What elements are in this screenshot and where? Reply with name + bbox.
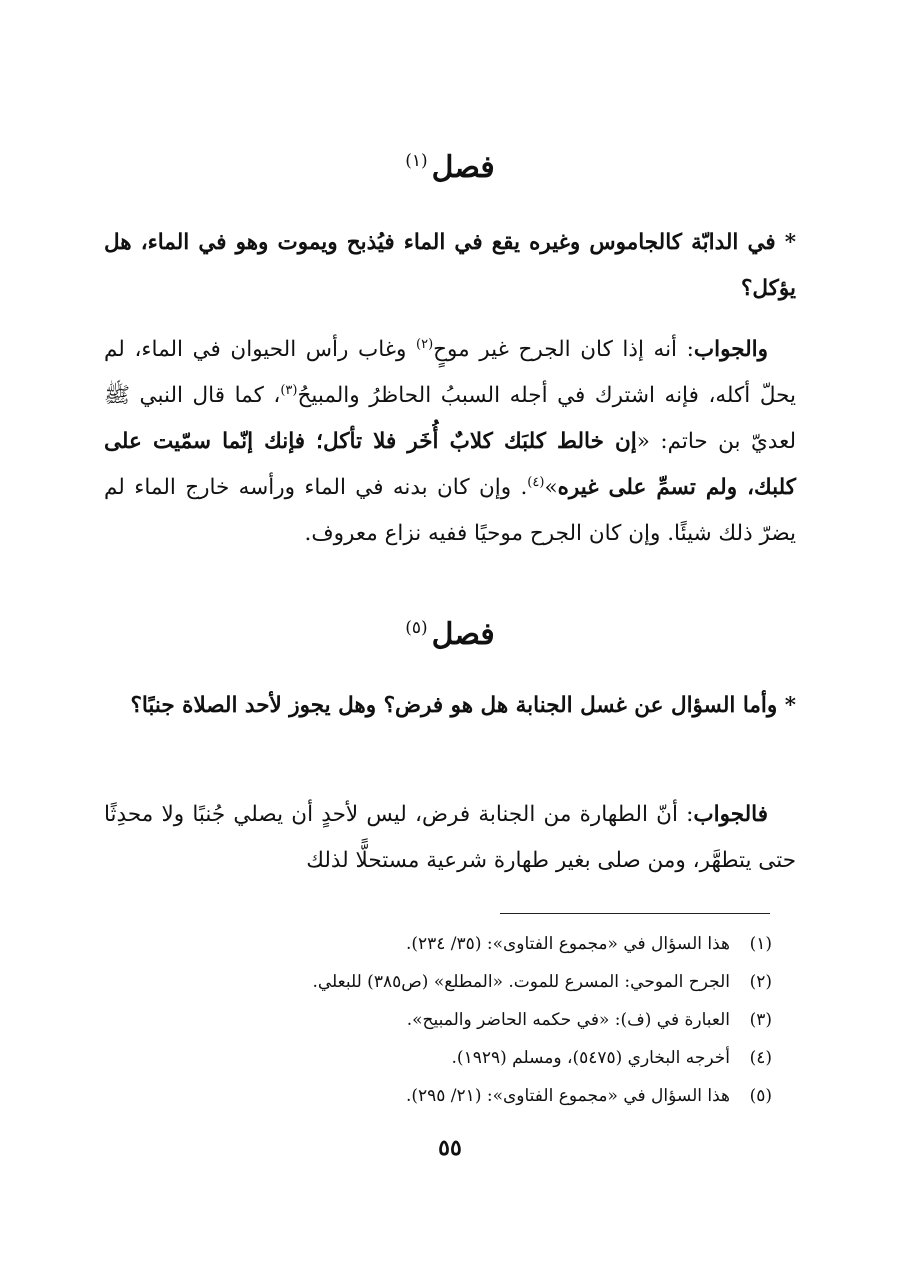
footnote-number: (٤) <box>749 1048 772 1068</box>
section-heading-2 <box>0 617 900 652</box>
footnotes <box>120 925 772 1115</box>
section-heading-1 <box>0 150 900 185</box>
answer-1-text-4: » <box>544 475 558 500</box>
answer-1-ref-3: (٤) <box>527 474 545 490</box>
answer-1 <box>104 327 796 557</box>
answer-1-text-3: ، كما قال النبي ﷺ لعديّ بن حاتم: « <box>104 383 796 454</box>
answer-1-ref-2: (٣) <box>280 382 298 398</box>
footnote-number: (٢) <box>749 972 772 992</box>
footnote-item <box>120 1001 772 1039</box>
section-heading-2-note-ref: (٥) <box>405 618 428 638</box>
answer-2 <box>104 792 796 884</box>
footnote-text: هذا السؤال في «مجموع الفتاوى»: (٢١/ ٢٩٥). <box>405 1086 730 1106</box>
section-heading-1-title: فصل <box>431 150 495 185</box>
question-1: * في الدابّة كالجاموس وغيره يقع في الماء فيُذبح ويموت وهو في الماء، هل يؤكل؟ <box>104 230 796 301</box>
question-2: * وأما السؤال عن غسل الجنابة هل هو فرض؟ وهل يجوز لأحد الصلاة جنبًا؟ <box>130 693 796 718</box>
answer-1-label: والجواب <box>693 337 768 362</box>
answer-1-text-5: . وإن كان بدنه في الماء ورأسه خارج الماء لم يضرّ ذلك شيئًا. وإن كان الجرح موحيًا ففيه نزاع معروف. <box>104 475 796 546</box>
answer-2-label: فالجواب <box>693 802 768 827</box>
section-heading-2-title: فصل <box>431 617 495 652</box>
footnote-divider <box>500 913 770 914</box>
section-heading-1-note-ref: (١) <box>405 151 428 171</box>
footnote-number: (١) <box>749 934 772 954</box>
footnote-item <box>120 1077 772 1115</box>
answer-1-ref-1: (٢) <box>416 336 434 352</box>
footnote-text: العبارة في (ف): «في حكمه الحاضر والمبيح». <box>406 1010 730 1030</box>
footnote-text: هذا السؤال في «مجموع الفتاوى»: (٣٥/ ٢٣٤). <box>405 934 730 954</box>
footnote-item <box>120 925 772 963</box>
footnote-number: (٥) <box>749 1086 772 1106</box>
footnote-text: أخرجه البخاري (٥٤٧٥)، ومسلم (١٩٢٩). <box>451 1048 730 1068</box>
hadith-quote: إن خالط كلبَك كلابٌ أُخَر فلا تأكل؛ فإنك إنّما سمّيت على كلبك، ولم تسمِّ على غيره <box>104 429 796 500</box>
footnote-item <box>120 963 772 1001</box>
page-number: ٥٥ <box>438 1135 462 1161</box>
footnote-text: الجرح الموحي: المسرع للموت. «المطلع» (ص٣٨٥) للبعلي. <box>312 972 730 992</box>
answer-2-text: : أنّ الطهارة من الجنابة فرض، ليس لأحدٍ أن يصلي جُنبًا ولا محدِثًا حتى يتطهَّر، ومن صلى بغير طهارة شرعية مستحلًّا لذلك <box>104 802 796 873</box>
answer-1-text-2: وغاب رأس الحيوان في الماء، لم يحلّ أكله، فإنه اشترك في أجله السببُ الحاظرُ والمبيحُ <box>104 337 796 408</box>
footnote-item <box>120 1039 772 1077</box>
footnote-number: (٣) <box>749 1010 772 1030</box>
answer-1-text-1: : أنه إذا كان الجرح غير موحٍ <box>433 337 694 362</box>
